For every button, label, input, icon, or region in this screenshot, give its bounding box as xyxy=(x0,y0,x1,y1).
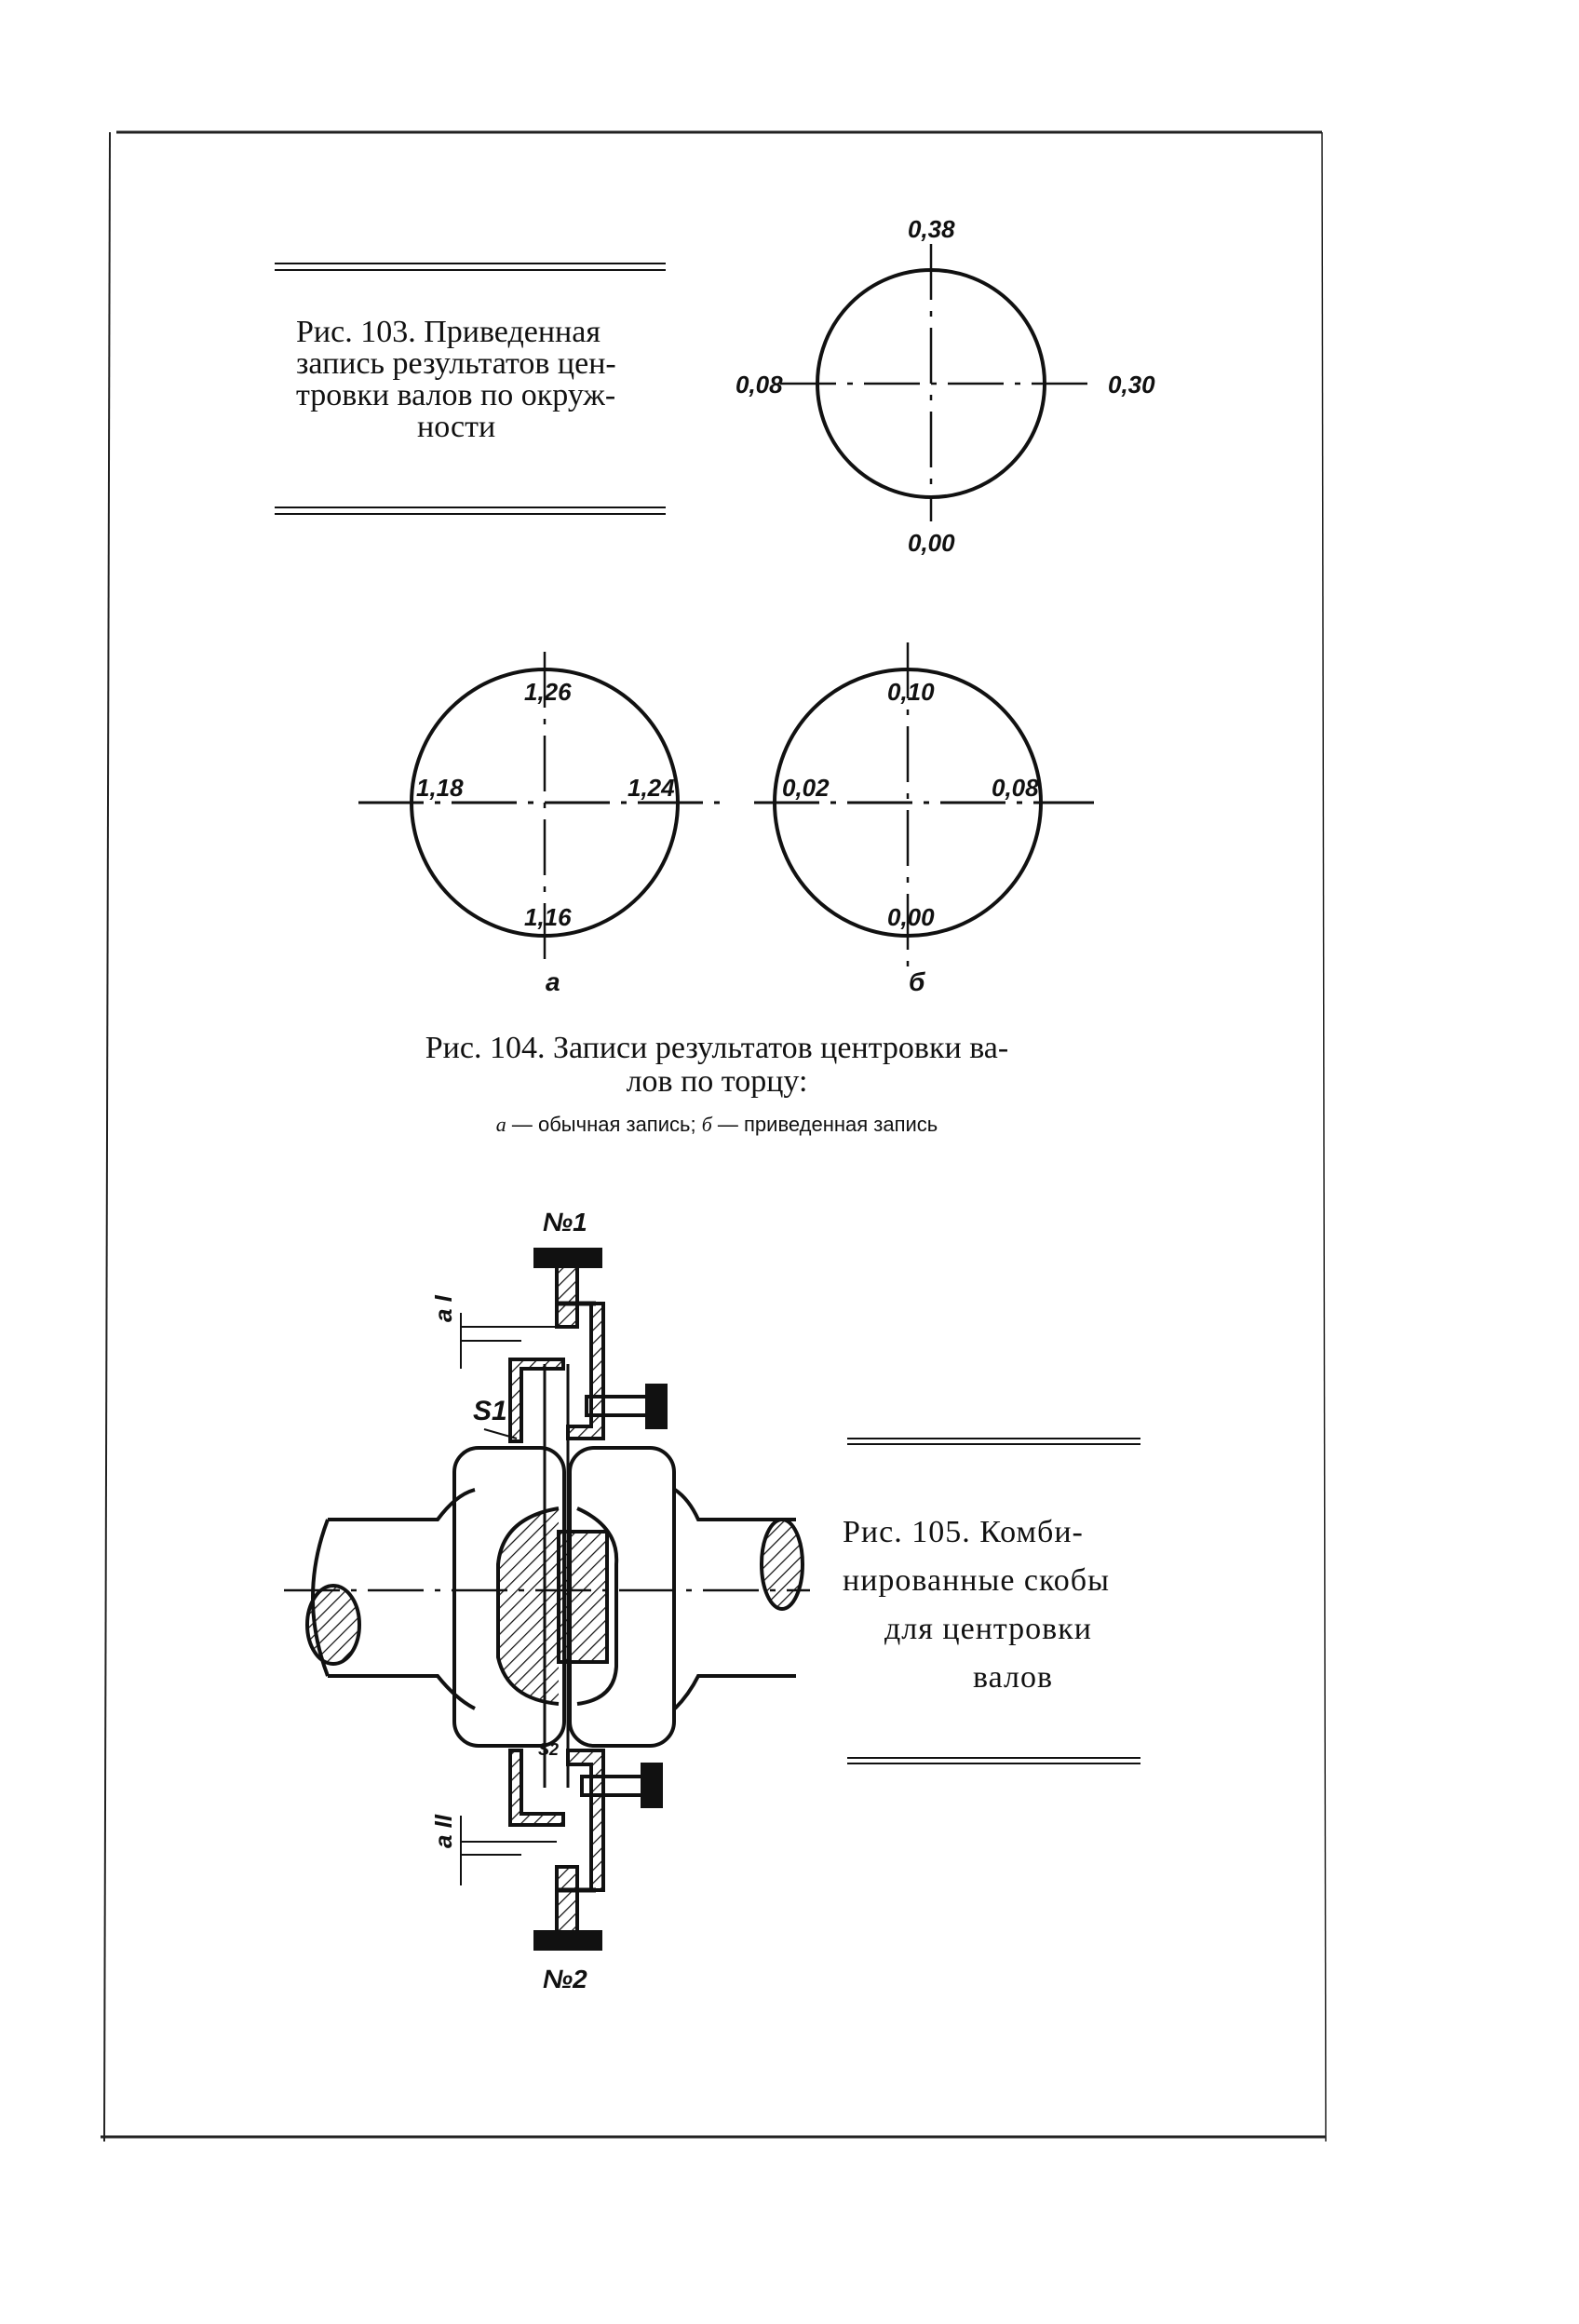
fig103-label-top: 0,38 xyxy=(908,215,955,243)
fig104b-letter: б xyxy=(909,967,925,996)
fig105-caption xyxy=(843,1508,1159,1702)
fig103-caption-line: тровки валов по окруж- xyxy=(296,378,616,412)
fig105-label-n1: №1 xyxy=(543,1208,587,1236)
fig105-screw1-shank xyxy=(557,1266,577,1327)
fig103-caption-line: Рис. 103. Приведенная xyxy=(296,315,601,349)
fig104b-label-right: 0,08 xyxy=(992,774,1039,802)
fig104-caption xyxy=(335,1032,1099,1142)
fig104-legend-a-text: — обычная запись; xyxy=(511,1113,696,1136)
fig103-label-left: 0,08 xyxy=(736,371,783,399)
fig105-lower-bracket xyxy=(510,1750,563,1825)
fig104b-label-bottom: 0,00 xyxy=(887,903,935,931)
fig104b-diagram xyxy=(754,642,1094,996)
fig105-left-bore xyxy=(498,1508,559,1704)
fig105-label-n2: №2 xyxy=(543,1965,587,1993)
fig105-screw2-shank xyxy=(557,1867,577,1932)
fig105-label-a2: a II xyxy=(429,1814,457,1848)
fig105-screw1-knob xyxy=(535,1250,601,1266)
fig104-legend-b-letter: б xyxy=(701,1113,712,1136)
fig104-caption-line2: лов по торцу: xyxy=(626,1064,808,1099)
fig105-screw2-knob xyxy=(535,1932,601,1949)
fig104-legend xyxy=(335,1108,1099,1142)
fig105-label-s1: S1 xyxy=(473,1396,507,1426)
fig105-caption-line: нированные скобы xyxy=(843,1563,1110,1598)
fig104a-label-right: 1,24 xyxy=(628,774,675,802)
fig105-label-s2: S2 xyxy=(538,1740,560,1759)
fig105-label-a1: a I xyxy=(429,1295,457,1322)
fig104a-diagram xyxy=(358,652,722,996)
fig103-label-bottom: 0,00 xyxy=(908,529,955,557)
fig104b-label-left: 0,02 xyxy=(782,774,830,802)
fig104-legend-b-text: — приведенная запись xyxy=(717,1113,938,1136)
fig104b-label-top: 0,10 xyxy=(887,678,935,706)
fig104a-label-bottom: 1,16 xyxy=(524,903,572,931)
fig104-legend-a-letter: а xyxy=(495,1113,506,1136)
fig105-caption-line: валов xyxy=(973,1660,1054,1695)
fig105-right-shaft-section xyxy=(762,1520,803,1609)
fig105-caption-line: для центровки xyxy=(884,1612,1092,1646)
fig103-caption-line: запись результатов цен- xyxy=(296,346,616,381)
fig103-diagram xyxy=(736,215,1155,557)
fig104a-label-left: 1,18 xyxy=(416,774,464,802)
fig105-drawing xyxy=(284,1250,810,1949)
fig103-caption-line: ности xyxy=(417,410,496,444)
fig103-label-right: 0,30 xyxy=(1108,371,1155,399)
fig105-left-shaft-section xyxy=(307,1586,359,1664)
fig105-caption-line: Рис. 105. Комби- xyxy=(843,1515,1084,1549)
fig105-upper-bracket xyxy=(510,1359,563,1441)
fig105-key-right xyxy=(559,1532,607,1662)
fig103-caption xyxy=(296,317,668,443)
fig104a-letter: а xyxy=(546,967,560,996)
fig104-caption-line1: Рис. 104. Записи результатов центровки ва- xyxy=(425,1031,1009,1065)
fig104a-label-top: 1,26 xyxy=(524,678,572,706)
